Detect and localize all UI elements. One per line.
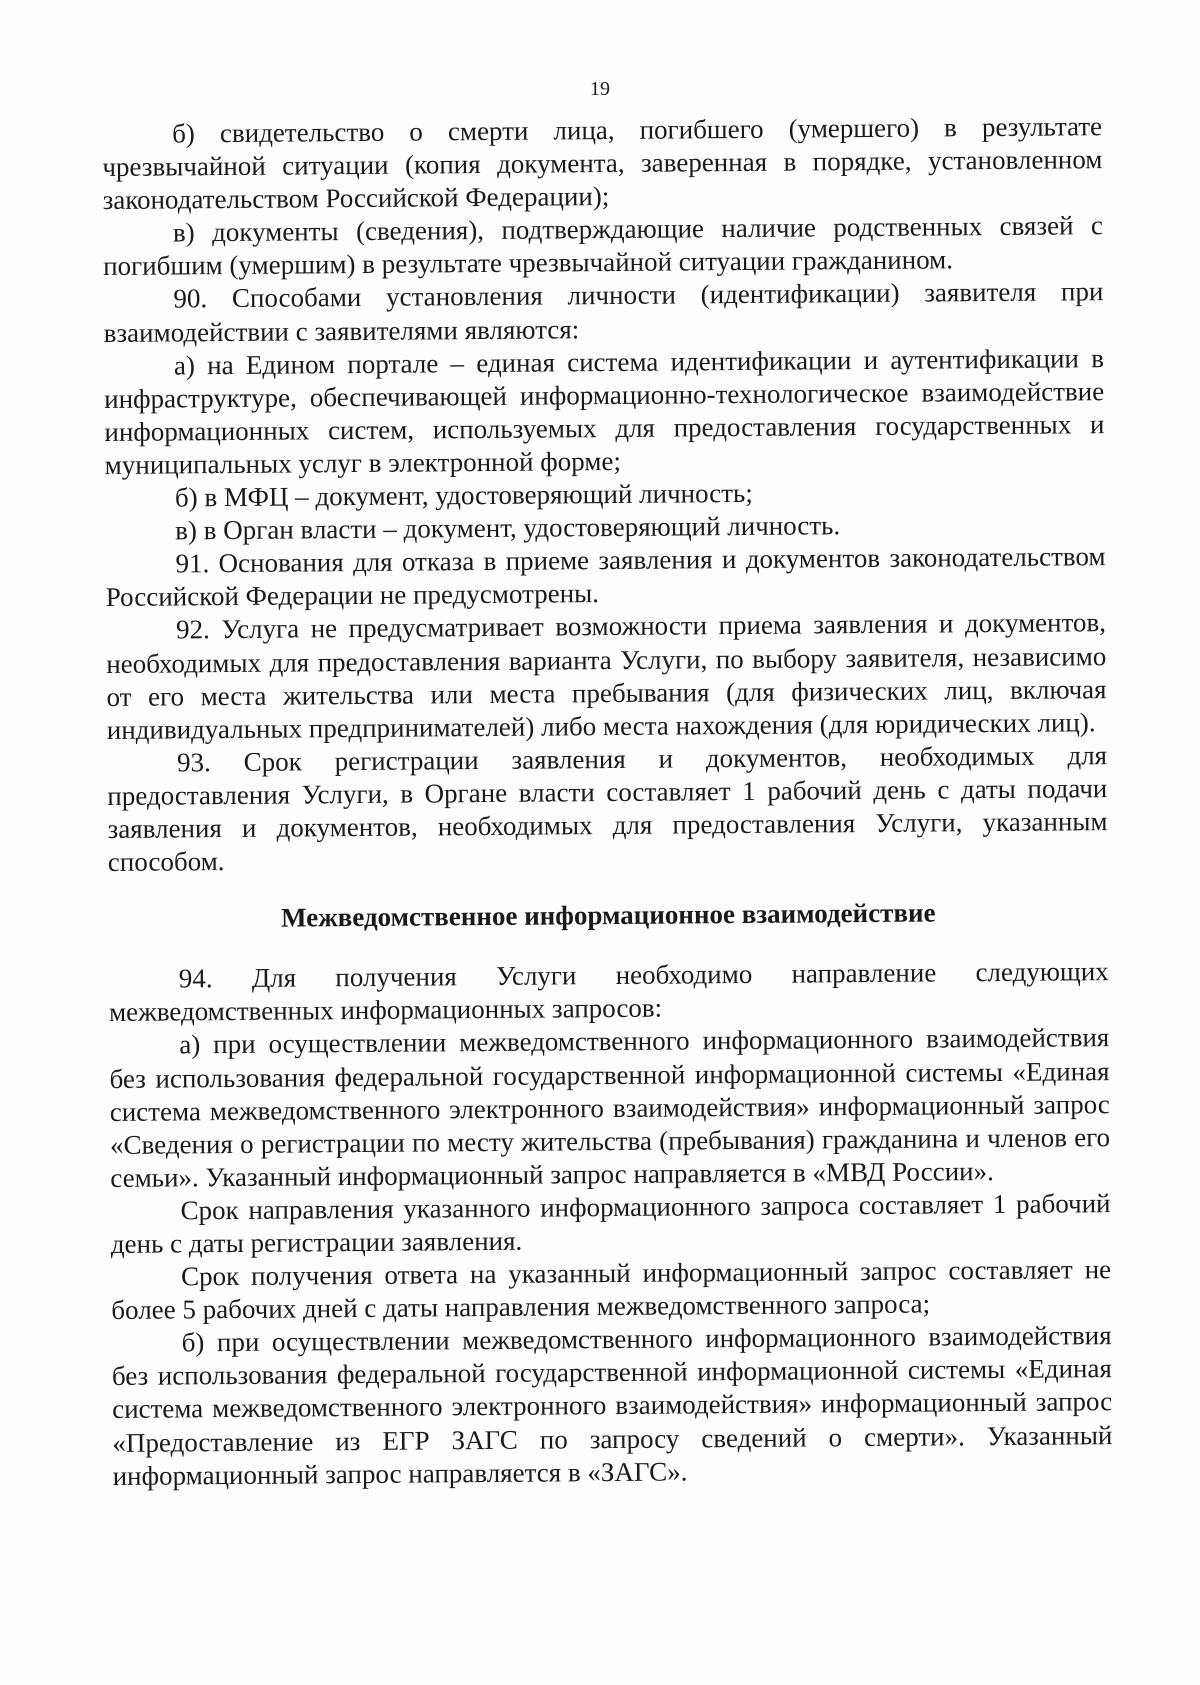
- paragraph-90-v: в) в Орган власти – документ, удостоверяющий личность.: [175, 510, 841, 546]
- paragraph-94-b: б) при осуществлении межведомственного информационного взаимодействия без использования федеральной государственной информационной системы «Единая система межведомственного электронного взаимодействия» информационный запрос «Предоставление из ЕГР ЗАГС по запросу сведений о смерти». Указанный информационный запрос направляется в «ЗАГС».: [111, 1320, 1113, 1491]
- paragraph-v-kinship-documents: в) документы (сведения), подтверждающие наличие родственных связей с погибшим (умершим) в результате чрезвычайной ситуации гражданином.: [103, 210, 1103, 282]
- section-heading: Межведомственное информационное взаимодействие: [280, 897, 936, 933]
- page-number: 19: [590, 78, 610, 100]
- paragraph-91: 91. Основания для отказа в приеме заявления и документов законодательством Российской Федерации не предусмотрены.: [105, 541, 1106, 613]
- paragraph-94-a-send-term: Срок направления указанного информационного запроса составляет 1 рабочий день с даты регистрации заявления.: [110, 1188, 1111, 1259]
- paragraph-90: 90. Способами установления личности (идентификации) заявителя при взаимодействии с заявителями являются:: [103, 276, 1104, 348]
- paragraph-90-b: б) в МФЦ – документ, удостоверяющий личность;: [174, 477, 753, 513]
- paragraph-b-death-certificate: б) свидетельство о смерти лица, погибшего (умершего) в результате чрезвычайной ситуации (копия документа, заверенная в порядке, установленном законодательством Российской Федерации);: [102, 111, 1103, 216]
- paragraph-90-a: а) на Едином портале – единая система идентификации и аутентификации в инфраструктуре, обеспечивающей информационно-технологическое взаимодействие информационных систем, используемых для предоставления государственных и муниципальных услуг в электронной форме;: [104, 342, 1105, 480]
- document-body: [102, 110, 1113, 1493]
- paragraph-93: 93. Срок регистрации заявления и документов, необходимых для предоставления Услуги, в Органе власти составляет 1 рабочий день с даты подачи заявления и документов, необходимых для предоставления Услуги, указанным способом.: [107, 739, 1108, 878]
- paragraph-94-a-response-term: Срок получения ответа на указанный информационный запрос составляет не более 5 рабочих дней с даты направления межведомственного запроса;: [111, 1254, 1112, 1326]
- paragraph-94-a: а) при осуществлении межведомственного информационного взаимодействия без использования федеральной государственной информационной системы «Единая система межведомственного электронного взаимодействия» информационный запрос «Сведения о регистрации по месту жительства (пребывания) гражданина и членов его семьи». Указанный информационный запрос направляется в «МВД России».: [109, 1022, 1111, 1193]
- paragraph-94: 94. Для получения Услуги необходимо направление следующих межведомственных информационных запросов:: [108, 956, 1109, 1028]
- paragraph-92: 92. Услуга не предусматривает возможности приема заявления и документов, необходимых для предоставления варианта Услуги, по выбору заявителя, независимо от его места жительства или места пребывания (для физических лиц, включая индивидуальных предпринимателей) либо места нахождения (для юридических лиц).: [106, 607, 1107, 745]
